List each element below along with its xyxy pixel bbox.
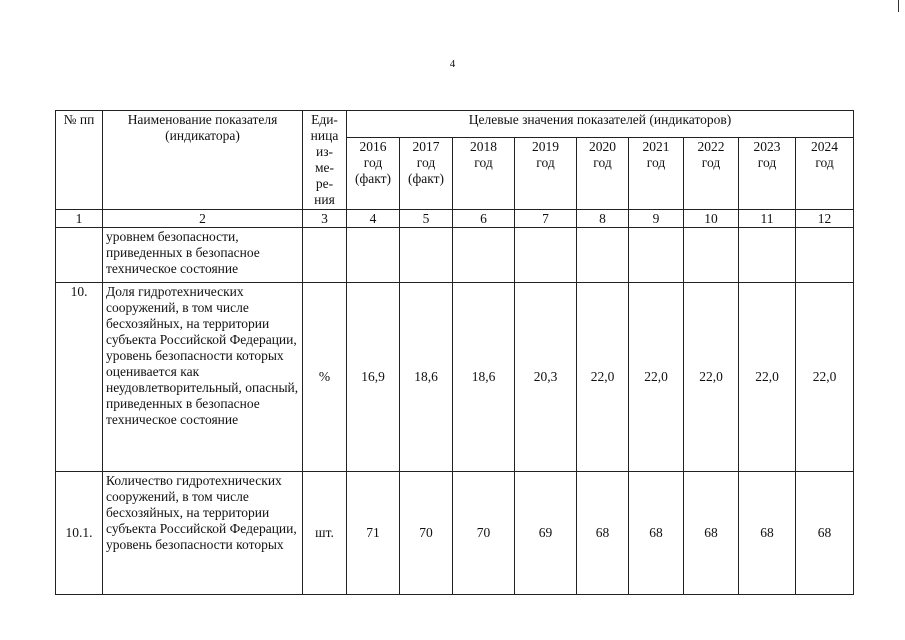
column-number: 11 [739,209,796,228]
table-row [56,228,854,283]
indicator-value: 22,0 [684,283,739,472]
column-number: 5 [400,209,453,228]
row-number: 10.1. [56,472,103,595]
indicator-unit: шт. [303,472,347,595]
column-number: 10 [684,209,739,228]
column-number-row [56,209,854,228]
header-targets: Целевые значения показателей (индикаторов) [347,111,854,138]
indicator-value [629,228,684,283]
table-row [56,283,854,472]
indicator-name: Доля гидротехнических сооружений, в том числе бесхозяйных, на территории субъекта Российской Федерации, уровень безопасности которых оценивается как неудовлетворительный, опасный, приведенных в безопасное техническое состояние [103,283,303,472]
header-year: 2020 год [577,137,629,209]
header-year: 2019 год [515,137,577,209]
row-number: 10. [56,283,103,472]
indicator-name: уровнем безопасности, приведенных в безопасное техническое состояние [103,228,303,283]
scan-corner-mark [898,0,899,12]
column-number: 1 [56,209,103,228]
indicator-name: Количество гидротехнических сооружений, в том числе бесхозяйных, на территории субъекта Российской Федерации, уровень безопасности которых [103,472,303,595]
indicator-value: 18,6 [453,283,515,472]
indicator-value [453,228,515,283]
indicator-value: 22,0 [577,283,629,472]
indicator-value: 22,0 [796,283,854,472]
header-year: 2018 год [453,137,515,209]
header-number: № пп [56,111,103,210]
indicator-value: 18,6 [400,283,453,472]
header-year: 2024 год [796,137,854,209]
column-number: 4 [347,209,400,228]
indicator-value [347,228,400,283]
column-number: 12 [796,209,854,228]
column-number: 6 [453,209,515,228]
header-name: Наименование показателя (индикатора) [103,111,303,210]
indicator-value [577,228,629,283]
indicator-value [796,228,854,283]
indicator-value [739,228,796,283]
column-number: 2 [103,209,303,228]
indicator-value: 68 [796,472,854,595]
indicator-value: 16,9 [347,283,400,472]
header-year: 2016 год (факт) [347,137,400,209]
header-year: 2023 год [739,137,796,209]
indicator-unit: % [303,283,347,472]
header-row-top [56,111,854,138]
indicator-value: 68 [577,472,629,595]
column-number: 3 [303,209,347,228]
indicator-value: 20,3 [515,283,577,472]
column-number: 8 [577,209,629,228]
indicator-table [55,110,854,595]
indicator-value: 68 [684,472,739,595]
indicator-unit [303,228,347,283]
indicator-value: 68 [629,472,684,595]
indicator-value: 70 [400,472,453,595]
header-year: 2017 год (факт) [400,137,453,209]
indicator-value: 22,0 [739,283,796,472]
indicator-value: 68 [739,472,796,595]
header-unit: Еди- ница из- ме- ре- ния [303,111,347,210]
column-number: 7 [515,209,577,228]
column-number: 9 [629,209,684,228]
header-year: 2022 год [684,137,739,209]
indicator-value: 22,0 [629,283,684,472]
indicator-value: 70 [453,472,515,595]
indicator-value: 71 [347,472,400,595]
indicator-value [684,228,739,283]
row-number [56,228,103,283]
page-number: 4 [449,58,456,70]
table-row [56,472,854,595]
indicator-value [400,228,453,283]
indicator-value [515,228,577,283]
indicator-value: 69 [515,472,577,595]
header-year: 2021 год [629,137,684,209]
